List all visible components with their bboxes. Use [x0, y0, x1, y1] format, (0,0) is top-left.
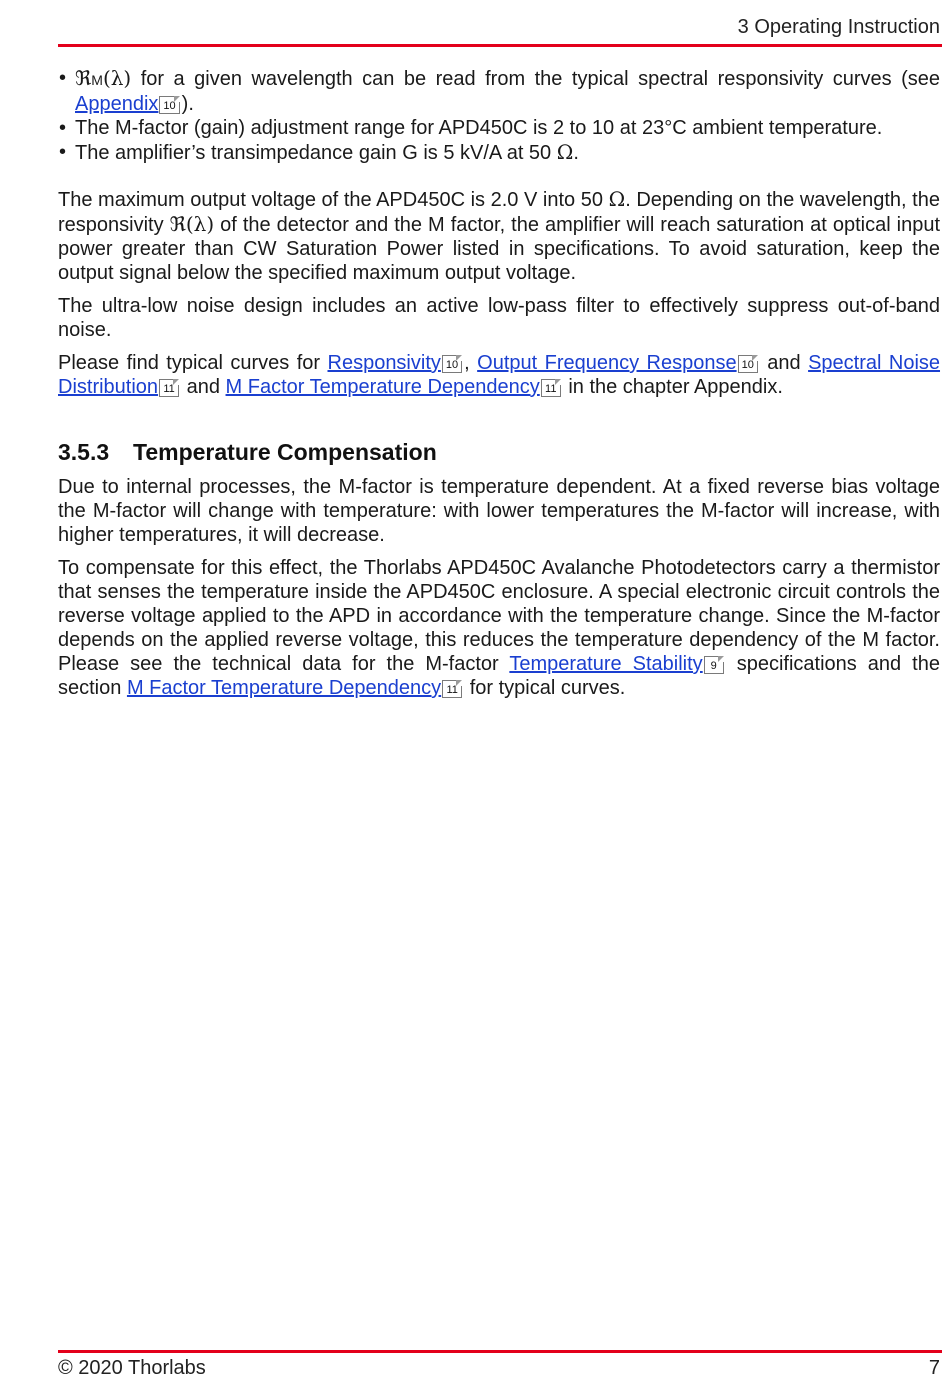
footer-rule [58, 1350, 942, 1353]
page-ref-icon[interactable]: 11 [442, 680, 462, 698]
page-ref-icon[interactable]: 10 [442, 355, 462, 373]
footer-page-number: 7 [928, 1357, 940, 1379]
text-run: Please find typical curves for [58, 352, 328, 374]
section-number: 3.5.3 [58, 439, 110, 465]
bullet-transimpedance-gain [58, 140, 940, 165]
link-spectral-noise-distribution[interactable]: Spectral Noise Distribution [58, 352, 941, 398]
bullet-text-end: ). [181, 93, 194, 115]
paragraph-temperature-dependent: Due to internal processes, the M-factor is temperature dependent. At a fixed reverse bias voltage the M-factor will change with temperature: with lower temperatures the M-factor will increase, with higher temperatures, it will decrease. [58, 476, 940, 546]
ohm-symbol: Ω [556, 140, 574, 164]
paragraph-low-noise: The ultra-low noise design includes an active low-pass filter to effectively suppress out-of-band noise. [58, 295, 940, 341]
page-ref-icon[interactable]: 9 [704, 656, 724, 674]
link-responsivity[interactable]: Responsivity [327, 352, 441, 374]
text-run: The maximum output voltage of the APD450C is 2.0 V into 50 [58, 189, 609, 211]
text-run: specifications and the section [58, 653, 940, 699]
text-run: and [759, 352, 809, 374]
text-run: , [464, 352, 478, 374]
bullet-text: for a given wavelength can be read from the typical spectral responsivity curves (see [131, 68, 940, 90]
paragraph-compensation [58, 556, 940, 700]
page-ref-icon[interactable]: 11 [159, 379, 179, 397]
link-m-factor-temperature-dependency[interactable]: M Factor Temperature Dependency [126, 677, 442, 699]
bullet-text: The amplifier’s transimpedance gain G is 5 kV/A at 50 [75, 142, 557, 164]
ohm-symbol: Ω [608, 187, 626, 211]
link-appendix[interactable]: Appendix [75, 93, 159, 115]
paragraph-max-output [58, 187, 940, 285]
link-output-frequency-response[interactable]: Output Frequency Response [477, 352, 737, 374]
responsivity-symbol: ℜ(λ) [169, 212, 215, 236]
bullet-text-end: . [573, 142, 579, 164]
text-run: and [181, 376, 226, 398]
lambda-symbol: (λ) [102, 66, 132, 90]
page-ref-icon[interactable]: 11 [541, 379, 561, 397]
link-m-factor-temperature-dependency[interactable]: M Factor Temperature Dependency [225, 376, 540, 398]
paragraph-typical-curves [58, 351, 940, 399]
page-ref-icon[interactable]: 10 [738, 355, 758, 373]
bullet-m-factor-range [58, 116, 940, 140]
page-header-chapter: 3 Operating Instruction [737, 16, 940, 38]
responsivity-subscript: M [91, 72, 103, 88]
text-run: for typical curves. [464, 677, 626, 699]
section-heading [58, 439, 940, 465]
text-run: To compensate for this effect, the Thorlabs APD450C Avalanche Photodetectors carry a thermistor that senses the temperature inside the APD450C enclosure. A special electronic circuit controls the reverse voltage applied to the APD in accordance with the temperature change. Since the M-factor depends on the applied reverse voltage, this reduces the temperature dependency of the M factor. Please see the technical data for the M-factor [58, 557, 940, 675]
page-ref-icon[interactable]: 10 [159, 96, 179, 114]
page-content [58, 66, 940, 700]
footer-copyright: © 2020 Thorlabs [58, 1357, 206, 1379]
section-title: Temperature Compensation [133, 439, 437, 465]
bullet-responsivity [58, 66, 940, 116]
bullet-list [58, 66, 940, 165]
link-temperature-stability[interactable]: Temperature Stability [509, 653, 703, 675]
text-run: of the detector and the M factor, the amplifier will reach saturation at optical input power greater than CW Saturation Power listed in specifications. To avoid saturation, keep the output signal below the specified maximum output voltage. [58, 214, 940, 284]
responsivity-symbol: ℜ [75, 66, 92, 90]
header-rule [58, 44, 942, 47]
text-run: in the chapter Appendix. [562, 376, 783, 398]
text-run: . Depending on the wavelength, the responsivity [58, 189, 940, 236]
bullet-text: The M-factor (gain) adjustment range for APD450C is 2 to 10 at 23°C ambient temperature. [75, 117, 883, 139]
